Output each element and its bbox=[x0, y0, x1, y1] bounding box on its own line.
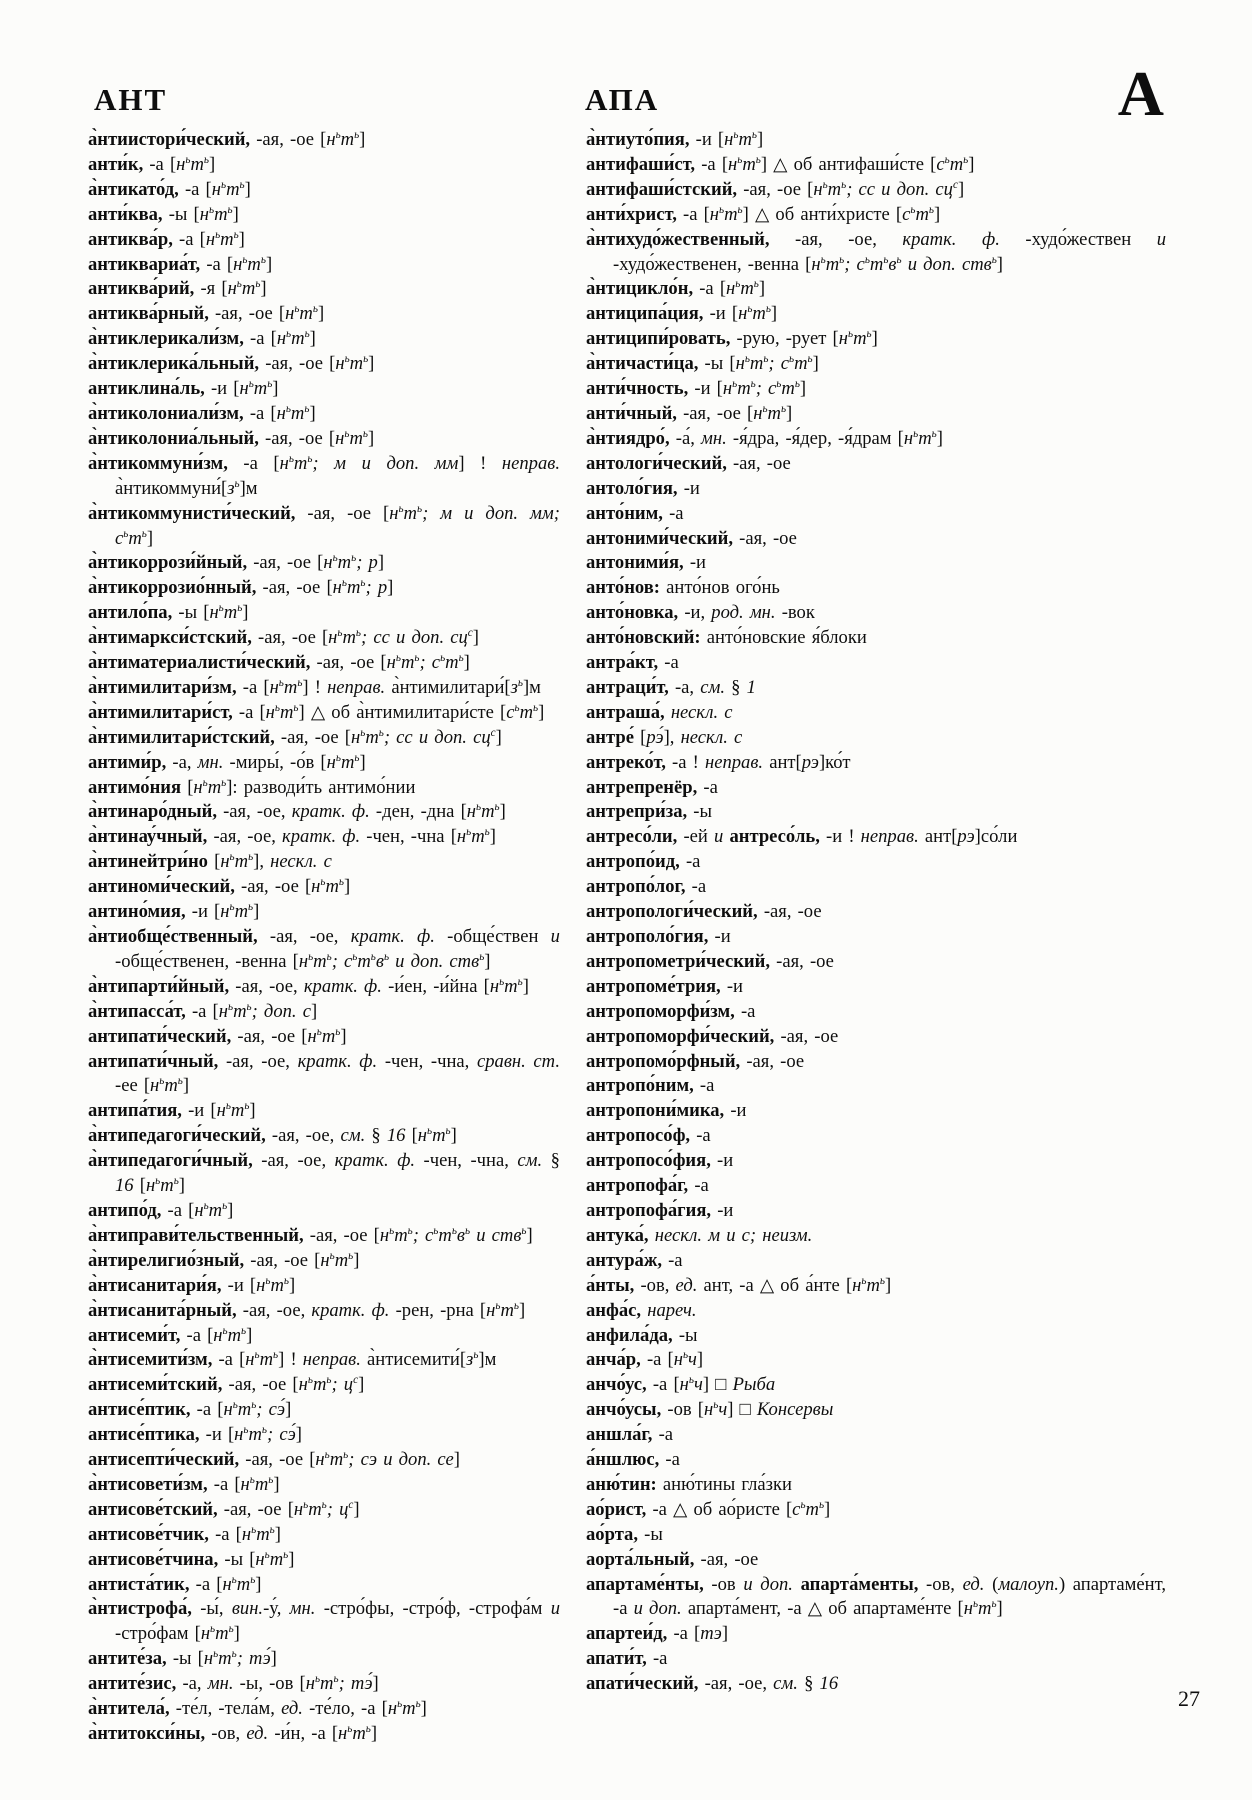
dictionary-entry: анфила́да, -ы bbox=[586, 1324, 698, 1346]
dictionary-entry: а̀нтиклерика́льный, -ая, -ое $[н^ьт^ь]$ bbox=[88, 352, 375, 375]
dictionary-entry: антиципи́ровать, -рую, -рует $[н^ьт^ь]$ bbox=[586, 328, 878, 350]
dictionary-entry: а́ншлюс, -а bbox=[586, 1449, 680, 1471]
dictionary-entry: антило́па, -ы $[н^ьт^ь]$ bbox=[88, 602, 249, 624]
dictionary-entry: а̀нтинау́чный, -ая, -ое, кратк. ф. -чен, -чна $[н^ьт^ь]$ bbox=[88, 826, 496, 848]
dictionary-entry: апартаме́нты, -ов и доп. апарта́менты, -ов, ед. (малоуп.) апартаме́нт, -а и доп. апарта́мент, -а △ об апартаме́нте $[н^ьт^ь]$ bbox=[586, 1573, 1166, 1620]
dictionary-entry: антраци́т, -а, см. § 1 bbox=[586, 676, 756, 698]
dictionary-entry: антисове́тчик, -а $[н^ьт^ь]$ bbox=[88, 1523, 281, 1545]
dictionary-entry: антропо́ним, -а bbox=[586, 1075, 715, 1097]
dictionary-entry: антипати́ческий, -ая, -ое $[н^ьт^ь]$ bbox=[88, 1025, 347, 1047]
dictionary-entry: анти́чный, -ая, -ое $[н^ьт^ь]$ bbox=[586, 402, 793, 424]
dictionary-entry: а̀нтипарти́йный, -ая, -ое, кратк. ф. -и́ен, -и́йна $[н^ьт^ь]$ bbox=[88, 975, 529, 997]
dictionary-entry: а̀нтикоррозио́нный, -ая, -ое [$н^ьт^ь$; р] bbox=[88, 577, 394, 599]
dictionary-entry: антифаши́ст, -а $[н^ьт^ь]$ △ об антифаши́сте $[с^ьт^ь]$ bbox=[586, 153, 975, 175]
dictionary-entry: анто́новский: анто́новские я́блоки bbox=[586, 627, 867, 649]
right-column bbox=[586, 128, 1166, 1747]
dictionary-entry: антиквариа́т, -а $[н^ьт^ь]$ bbox=[88, 253, 273, 275]
dictionary-entry: антропони́мика, -и bbox=[586, 1100, 747, 1122]
dictionary-entry: а̀нтисовети́зм, -а $[н^ьт^ь]$ bbox=[88, 1473, 280, 1495]
dictionary-entry: а̀нтимилитари́стский, -ая, -ое [$н^ьт^ь$; сс и доп. $сц^с$] bbox=[88, 726, 502, 748]
dictionary-entry: антропоморфи́зм, -а bbox=[586, 1000, 756, 1022]
dictionary-entry: а̀нтиуто́пия, -и $[н^ьт^ь]$ bbox=[586, 128, 764, 150]
dictionary-entry: антреко́т, -а ! неправ. ант[рэ]ко́т bbox=[586, 751, 851, 773]
dictionary-entry: антисеми́т, -а $[н^ьт^ь]$ bbox=[88, 1324, 253, 1346]
dictionary-entry: антресо́ли, -ей и антресо́ль, -и ! неправ. ант[рэ]со́ли bbox=[586, 826, 1018, 848]
dictionary-entry: антропометри́ческий, -ая, -ое bbox=[586, 950, 834, 972]
dictionary-entry: а̀нтицикло́н, -а $[н^ьт^ь]$ bbox=[586, 278, 766, 300]
dictionary-entry: анти́к, -а $[н^ьт^ь]$ bbox=[88, 153, 216, 175]
dictionary-entry: антими́р, -а, мн. -миры́, -о́в $[н^ьт^ь]$ bbox=[88, 751, 366, 773]
dictionary-entry: а́нты, -ов, ед. ант, -а △ об а́нте $[н^ьт^ь]$ bbox=[586, 1274, 892, 1296]
dictionary-entry: антоло́гия, -и bbox=[586, 477, 700, 499]
dictionary-entry: а̀нтимилитари́ст, -а $[н^ьт^ь]$ △ об а̀нтимилитари́сте $[с^ьт^ь]$ bbox=[88, 701, 545, 723]
dictionary-entry: антура́ж, -а bbox=[586, 1249, 683, 1271]
dictionary-entry: а̀нтисанита́рный, -ая, -ое, кратк. ф. -рен, -рна $[н^ьт^ь]$ bbox=[88, 1299, 526, 1321]
dictionary-entry: антологи́ческий, -ая, -ое bbox=[586, 452, 791, 474]
dictionary-entry: а̀нтимилитари́зм, -а $[н^ьт^ь]$ ! неправ. $а̀нтимилитари́[з^ь]м$ bbox=[88, 676, 541, 698]
dictionary-entry: а̀нтирелигио́зный, -ая, -ое $[н^ьт^ь]$ bbox=[88, 1249, 360, 1271]
dictionary-entry: антропосо́ф, -а bbox=[586, 1125, 711, 1147]
dictionary-entry: аню́тин: аню́тины гла́зки bbox=[586, 1473, 792, 1495]
dictionary-entry: антропофа́гия, -и bbox=[586, 1199, 734, 1221]
dictionary-entry: антино́мия, -и $[н^ьт^ь]$ bbox=[88, 900, 260, 923]
dictionary-entry: а̀нтиобще́ственный, -ая, -ое, кратк. ф. -обще́ствен и -обще́ственен, -венна [$н^ьт^ь$; $с^ьт^ьв^ь$ и доп. ств$^ь$] bbox=[88, 926, 560, 972]
dictionary-columns bbox=[88, 128, 1166, 1747]
dictionary-entry: антропологи́ческий, -ая, -ое bbox=[586, 901, 822, 923]
dictionary-entry: а̀нтистрофа́, -ы́, вин.-у́, мн. -стро́фы, -стро́ф, -строфа́м и -стро́фам $[н^ьт^ь]$ bbox=[88, 1598, 560, 1645]
dictionary-entry: анти́ква, -ы $[н^ьт^ь]$ bbox=[88, 203, 239, 225]
dictionary-entry: антите́за, -ы [$н^ьт^ь$; тэ́] bbox=[88, 1648, 277, 1670]
dictionary-entry: анто́новка, -и, род. мн. -вок bbox=[586, 602, 815, 624]
dictionary-entry: а̀нтиклерикали́зм, -а $[н^ьт^ь]$ bbox=[88, 328, 316, 350]
dictionary-entry: а̀нтипедагоги́ческий, -ая, -ое, см. § 16 $[н^ьт^ь]$ bbox=[88, 1125, 457, 1147]
dictionary-entry: антоними́ческий, -ая, -ое bbox=[586, 527, 797, 549]
left-column bbox=[88, 128, 560, 1747]
dictionary-entry: анчо́ус, -а $[н^ьч]$ □ Рыба bbox=[586, 1374, 776, 1396]
dictionary-entry: анчо́усы, -ов $[н^ьч]$ □ Консервы bbox=[586, 1399, 834, 1421]
dictionary-entry: антипа́тия, -и $[н^ьт^ь]$ bbox=[88, 1100, 256, 1122]
dictionary-entry: а̀нтинейтри́но $[н^ьт^ь]$, нескл. с bbox=[88, 851, 332, 873]
dictionary-entry: а̀нтипасса́т, -а [$н^ьт^ь$; доп. с] bbox=[88, 1000, 318, 1022]
dictionary-entry: апати́ческий, -ая, -ое, см. § 16 bbox=[586, 1673, 839, 1695]
dictionary-entry: апартеи́д, -а [тэ] bbox=[586, 1623, 729, 1645]
dictionary-entry: антиква́р, -а $[н^ьт^ь]$ bbox=[88, 228, 245, 250]
dictionary-entry: анти́чность, -и [$н^ьт^ь$; $с^ьт^ь$] bbox=[586, 377, 807, 400]
dictionary-entry: а̀нтитела́, -те́л, -тела́м, ед. -те́ло, -а $[н^ьт^ь]$ bbox=[88, 1697, 427, 1720]
dictionary-entry: антре́ [рэ́], нескл. с bbox=[586, 726, 743, 748]
section-letter: А bbox=[1117, 58, 1164, 129]
dictionary-entry: а̀нтихудо́жественный, -ая, -ое, кратк. ф. -худо́жествен и -худо́жественен, -венна [$н^ьт^ь$; $с^ьт^ьв^ь$ и доп. ств$^ь$] bbox=[586, 228, 1166, 275]
dictionary-entry: антипати́чный, -ая, -ое, кратк. ф. -чен, -чна, сравн. ст. -ее $[н^ьт^ь]$ bbox=[88, 1050, 560, 1097]
dictionary-entry: ао́рта, -ы bbox=[586, 1523, 663, 1545]
dictionary-entry: антраша́, нескл. с bbox=[586, 701, 733, 723]
dictionary-entry: аншла́г, -а bbox=[586, 1424, 674, 1446]
dictionary-entry: антисе́птика, -и [$н^ьт^ь$; сэ́] bbox=[88, 1423, 302, 1446]
dictionary-entry: а̀нтитокси́ны, -ов, ед. -и́н, -а $[н^ьт^ь]$ bbox=[88, 1722, 378, 1744]
dictionary-entry: антиципа́ция, -и $[н^ьт^ь]$ bbox=[586, 303, 778, 325]
dictionary-entry: антропоме́трия, -и bbox=[586, 975, 744, 997]
dictionary-entry: а̀нтиправи́тельственный, -ая, -ое [$н^ьт^ь$; $с^ьт^ьв^ь$ и ств$^ь$] bbox=[88, 1224, 533, 1246]
dictionary-entry: а̀нтисанитари́я, -и $[н^ьт^ь]$ bbox=[88, 1274, 296, 1296]
dictionary-entry: антите́зис, -а, мн. -ы, -ов [$н^ьт^ь$; тэ́] bbox=[88, 1673, 379, 1695]
dictionary-entry: а̀нтинаро́дный, -ая, -ое, кратк. ф. -ден, -дна $[н^ьт^ь]$ bbox=[88, 801, 506, 823]
dictionary-entry: анфа́с, нареч. bbox=[586, 1299, 697, 1321]
dictionary-entry: антрепренёр, -а bbox=[586, 776, 718, 798]
dictionary-entry: анча́р, -а $[н^ьч]$ bbox=[586, 1349, 704, 1371]
dictionary-entry: антиклина́ль, -и $[н^ьт^ь]$ bbox=[88, 377, 279, 400]
dictionary-entry: антропофа́г, -а bbox=[586, 1175, 709, 1197]
dictionary-entry: антиква́рий, -я $[н^ьт^ь]$ bbox=[88, 278, 267, 300]
dictionary-entry: а̀нтиколониали́зм, -а $[н^ьт^ь]$ bbox=[88, 402, 316, 424]
dictionary-entry: ао́рист, -а △ об ао́ристе $[с^ьт^ь]$ bbox=[586, 1498, 831, 1520]
dictionary-entry: а̀нтиядро́, -а́, мн. -я́дра, -я́дер, -я́драм $[н^ьт^ь]$ bbox=[586, 427, 943, 449]
dictionary-entry: антука́, нескл. м и с; неизм. bbox=[586, 1224, 813, 1246]
dictionary-entry: а̀нтикоррози́йный, -ая, -ое [$н^ьт^ь$; р] bbox=[88, 552, 385, 574]
dictionary-entry: антропомо́рфный, -ая, -ое bbox=[586, 1050, 805, 1072]
dictionary-entry: антиноми́ческий, -ая, -ое $[н^ьт^ь]$ bbox=[88, 876, 351, 898]
dictionary-entry: антропо́лог, -а bbox=[586, 876, 707, 898]
dictionary-entry: аорта́льный, -ая, -ое bbox=[586, 1548, 759, 1570]
running-head-left: АНТ bbox=[94, 82, 168, 117]
dictionary-entry: а̀нтикоммуни́зм, -а [$н^ьт^ь$; м и доп. мм] ! неправ. $а̀нтикоммуни́[з^ь]м$ bbox=[88, 452, 560, 499]
dictionary-entry: а̀нтимаркси́стский, -ая, -ое [$н^ьт^ь$; сс и доп. $сц^с$] bbox=[88, 626, 479, 649]
dictionary-entry: антимо́ния $[н^ьт^ь]$: разводи́ть антимо́нии bbox=[88, 776, 416, 798]
page-header bbox=[88, 58, 1166, 129]
dictionary-entry: а̀нтипедагоги́чный, -ая, -ое, кратк. ф. -чен, -чна, см. § 16 $[н^ьт^ь]$ bbox=[88, 1150, 560, 1197]
dictionary-entry: а̀нтикато́д, -а $[н^ьт^ь]$ bbox=[88, 178, 251, 200]
page-number: 27 bbox=[1178, 1686, 1200, 1711]
dictionary-entry: антисове́тский, -ая, -ое [$н^ьт^ь$; $ц^с$] bbox=[88, 1498, 360, 1520]
dictionary-entry: анти́христ, -а $[н^ьт^ь]$ △ об анти́христе $[с^ьт^ь]$ bbox=[586, 203, 941, 225]
dictionary-entry: а̀нтисемити́зм, -а $[н^ьт^ь]$ ! неправ. $а̀нтисемити́[з^ь]м$ bbox=[88, 1349, 497, 1371]
dictionary-entry: а̀нтиистори́ческий, -ая, -ое $[н^ьт^ь]$ bbox=[88, 128, 366, 150]
dictionary-entry: апати́т, -а bbox=[586, 1648, 668, 1670]
dictionary-entry: антиква́рный, -ая, -ое $[н^ьт^ь]$ bbox=[88, 303, 325, 325]
dictionary-entry: антисепти́ческий, -ая, -ое [$н^ьт^ь$; сэ и доп. се] bbox=[88, 1448, 460, 1471]
running-head-right: АПА bbox=[585, 82, 660, 117]
dictionary-entry: а̀нтиматериалисти́ческий, -ая, -ое [$н^ьт^ь$; $с^ьт^ь$] bbox=[88, 651, 470, 674]
dictionary-entry: анто́ним, -а bbox=[586, 502, 684, 524]
dictionary-entry: антропо́ид, -а bbox=[586, 851, 701, 873]
dictionary-entry: антропосо́фия, -и bbox=[586, 1150, 734, 1172]
dictionary-entry: антрополо́гия, -и bbox=[586, 926, 731, 947]
dictionary-entry: антропоморфи́ческий, -ая, -ое bbox=[586, 1025, 839, 1047]
dictionary-entry: антоними́я, -и bbox=[586, 552, 707, 574]
dictionary-entry: антрепри́за, -ы bbox=[586, 801, 712, 823]
dictionary-entry: антисеми́тский, -ая, -ое [$н^ьт^ь$; $ц^с$] bbox=[88, 1374, 365, 1396]
dictionary-entry: антиста́тик, -а $[н^ьт^ь]$ bbox=[88, 1573, 262, 1595]
dictionary-entry: а̀нтикоммунисти́ческий, -ая, -ое [$н^ьт^ь$; м и доп. мм; $с^ьт^ь$] bbox=[88, 502, 560, 549]
dictionary-entry: антисове́тчина, -ы $[н^ьт^ь]$ bbox=[88, 1548, 295, 1570]
dictionary-entry: а̀нтиколониа́льный, -ая, -ое $[н^ьт^ь]$ bbox=[88, 427, 375, 449]
dictionary-entry: антифаши́стский, -ая, -ое [$н^ьт^ь$; сс и доп. $сц^с$] bbox=[586, 178, 965, 200]
dictionary-entry: антисе́птик, -а [$н^ьт^ь$; сэ́] bbox=[88, 1399, 292, 1421]
dictionary-entry: антипо́д, -а $[н^ьт^ь]$ bbox=[88, 1199, 234, 1221]
dictionary-entry: а̀нтичасти́ца, -ы [$н^ьт^ь$; $с^ьт^ь$] bbox=[586, 352, 819, 375]
dictionary-entry: анто́нов: анто́нов ого́нь bbox=[586, 577, 780, 599]
dictionary-entry: антра́кт, -а bbox=[586, 652, 679, 674]
